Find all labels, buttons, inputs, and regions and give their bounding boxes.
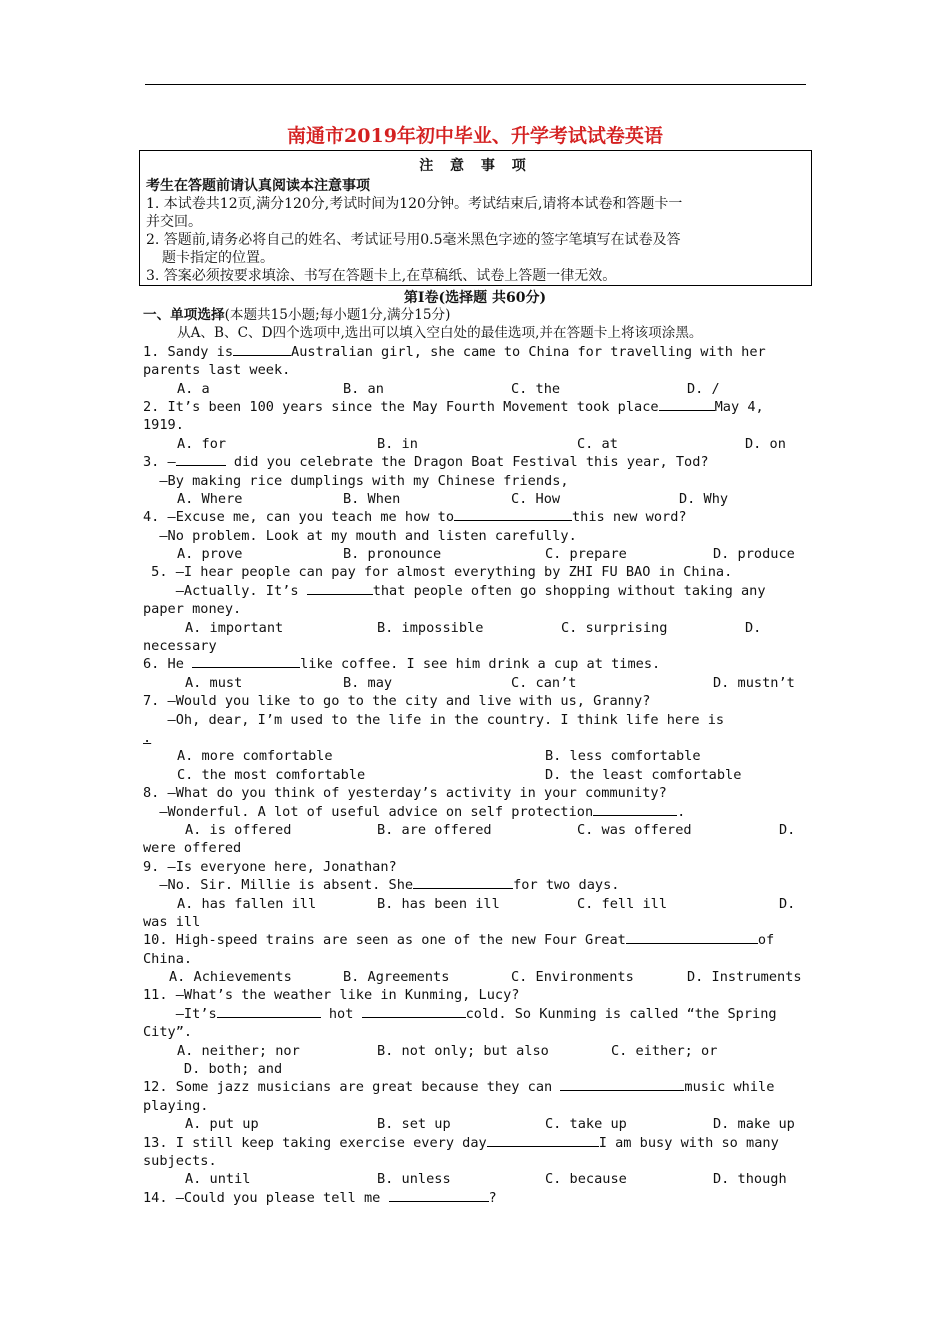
notice-subheading: 考生在答题前请认真阅读本注意事项 [146,178,370,194]
answer-blank [659,398,715,411]
question-9-option-cont: was ill [143,913,201,930]
question-6: 6. He like coffee. I see him drink a cup at times. [143,656,661,673]
question-9-options [143,895,807,913]
question-1: 1. Sandy is Australian girl, she came to China for travelling with her [143,343,766,360]
header-rule [145,84,806,85]
answer-blank [176,453,226,466]
option: A. more comfortable [177,748,333,765]
question-1-cont: parents last week. [143,362,291,379]
option: B. are offered [377,821,492,838]
option: C. surprising [561,619,668,636]
question-4-options [143,545,807,563]
option: C. the most comfortable [177,766,366,783]
option: C. take up [545,1116,627,1133]
question-5-option-cont: necessary [143,638,217,655]
question-14: 14. —Could you please tell me ? [143,1189,497,1206]
question-6-options [143,674,807,692]
question-11-options [143,1042,807,1060]
answer-blank [454,508,572,521]
section-note: (本题共15小题;每小题1分,满分15分) [224,307,451,323]
question-7-options-2 [143,766,807,784]
option: B. not only; but also [377,1042,549,1059]
answer-blank [487,1134,599,1147]
option: D. / [687,380,720,397]
question-12-options [143,1115,807,1133]
option: D. though [713,1171,787,1188]
option: A. Where [177,490,243,507]
option: A. has fallen ill [177,895,317,912]
question-7-blank: . [143,729,152,746]
option: C. was offered [577,821,692,838]
option: C. prepare [545,546,627,563]
question-12: 12. Some jazz musicians are great because they can music while [143,1079,775,1096]
question-9: 9. —Is everyone here, Jonathan? [143,858,397,875]
option: C. because [545,1171,627,1188]
option: B. has been ill [377,895,500,912]
option: D. Instruments [687,969,802,986]
answer-blank [192,655,300,668]
question-1-options [143,380,807,398]
question-12-cont: playing. [143,1097,209,1114]
option: D. produce [713,546,795,563]
question-4: 4. —Excuse me, can you teach me how to this new word? [143,509,687,526]
option: D. on [745,435,786,452]
question-3-options [143,490,807,508]
notice-item-2-cont: 题卡指定的位置。 [162,250,274,266]
question-7-reply: —Oh, dear, I’m used to the life in the country. I think life here is [143,711,725,728]
notice-item-3: 3. 答案必须按要求填涂、书写在答题卡上,在草稿纸、试卷上答题一律无效。 [146,268,617,284]
option: A. a [177,380,210,397]
question-2-options [143,435,807,453]
notice-item-2: 2. 答题前,请务必将自己的姓名、考试证号用0.5毫米黑色字迹的签字笔填写在试卷及答 [146,232,681,248]
part-title: 第Ⅰ卷(选择题 共60分) [403,290,547,306]
option: C. the [511,380,561,397]
exam-title: 南通市2019年初中毕业、升学考试试卷英语 [287,125,663,147]
question-7-options [143,747,807,765]
option: A. put up [185,1116,259,1133]
answer-blank [217,1005,321,1018]
option: A. for [177,435,227,452]
option: D. make up [713,1116,795,1133]
option: B. less comfortable [545,748,701,765]
option: C. either; or [611,1042,718,1059]
option: B. Agreements [343,969,450,986]
question-11-reply: —It’s hot cold. So Kunming is called “the Spring [143,1005,777,1022]
answer-blank [413,876,513,889]
option: C. at [577,435,618,452]
option: C. Environments [511,969,634,986]
question-8-options [143,821,807,839]
option: B. impossible [377,619,484,636]
question-5-options [143,619,807,637]
option: A. important [185,619,284,636]
answer-blank [593,803,677,816]
option: D. the least comfortable [545,766,742,783]
question-11-option-d: D. both; and [143,1061,283,1078]
option: D. mustn’t [713,674,795,691]
question-13-options [143,1170,807,1188]
option: C. How [511,490,561,507]
question-5-cont: paper money. [143,601,242,618]
option: B. pronounce [343,546,442,563]
answer-blank [389,1189,489,1202]
question-2: 2. It’s been 100 years since the May Fourth Movement took place May 4, [143,398,764,415]
question-5: 5. —I hear people can pay for almost everything by ZHI FU BAO in China. [143,564,733,581]
answer-blank [560,1078,684,1091]
question-3-reply: —By making rice dumplings with my Chinese friends, [143,472,569,489]
question-10: 10. High-speed trains are seen as one of the new Four Great of [143,932,775,949]
option: A. neither; nor [177,1042,300,1059]
question-7: 7. —Would you like to go to the city and live with us, Granny? [143,693,651,710]
question-2-cont: 1919. [143,417,184,434]
option: B. set up [377,1116,451,1133]
section-label: 一、单项选择 [143,307,225,323]
question-body [143,306,807,1207]
option: A. until [185,1171,251,1188]
option: C. fell ill [577,895,668,912]
option: A. Achievements [169,969,292,986]
question-4-reply: —No problem. Look at my mouth and listen carefully. [143,527,577,544]
question-10-options [143,968,807,986]
answer-blank [362,1005,466,1018]
question-13-cont: subjects. [143,1152,217,1169]
question-13: 13. I still keep taking exercise every day I am busy with so many [143,1134,779,1151]
option: C. can’t [511,674,577,691]
answer-blank [307,582,373,595]
section-instruction: 从A、B、C、D四个选项中,选出可以填入空白处的最佳选项,并在答题卡上将该项涂黑。 [177,325,703,342]
option: D. [745,619,762,636]
option: A. must [185,674,243,691]
option: D. Why [679,490,729,507]
option: D. [779,895,796,912]
answer-blank [233,343,291,356]
question-11: 11. —What’s the weather like in Kunming, Lucy? [143,987,520,1004]
option: A. is offered [185,821,292,838]
question-8: 8. —What do you think of yesterday’s activity in your community? [143,785,667,802]
question-10-cont: China. [143,950,193,967]
notice-box [139,150,812,286]
question-3: 3. — did you celebrate the Dragon Boat Festival this year, Tod? [143,454,709,471]
notice-heading: 注 意 事 项 [419,158,532,174]
question-11-cont: City”. [143,1024,193,1041]
option: D. [779,821,796,838]
question-5-reply: —Actually. It’s that people often go shopping without taking any [143,582,766,599]
question-8-reply: —Wonderful. A lot of useful advice on self protection . [143,803,686,820]
answer-blank [626,931,758,944]
notice-item-1: 1. 本试卷共12页,满分120分,考试时间为120分钟。考试结束后,请将本试卷和答题卡一 [146,196,683,212]
option: B. unless [377,1171,451,1188]
option: B. When [343,490,401,507]
question-8-option-cont: were offered [143,840,242,857]
option: A. prove [177,546,243,563]
section-heading [143,306,807,324]
option: B. in [377,435,418,452]
question-9-reply: —No. Sir. Millie is absent. She for two days. [143,877,620,894]
notice-item-1-cont: 并交回。 [146,214,202,230]
option: B. an [343,380,384,397]
option: B. may [343,674,393,691]
